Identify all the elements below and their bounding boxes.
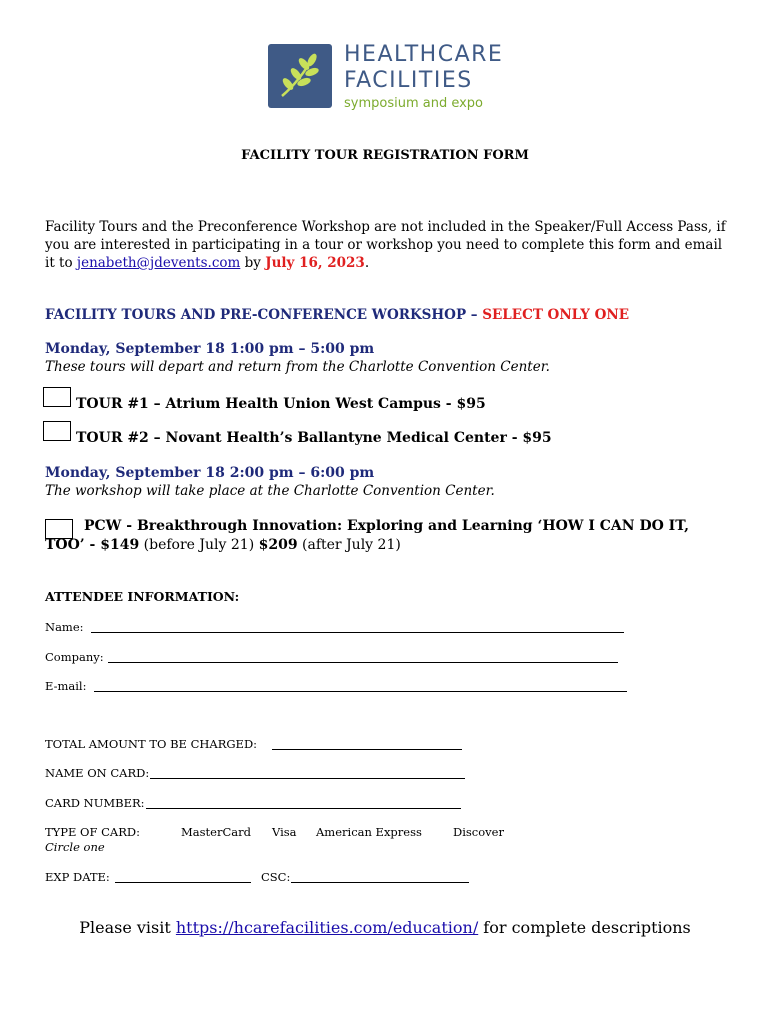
email-row (45, 679, 87, 693)
deadline: July 16, 2023 (265, 255, 365, 271)
footer-text-after: for complete descriptions (478, 918, 691, 937)
email-field[interactable] (94, 679, 627, 692)
tour1-checkbox[interactable] (43, 387, 71, 407)
card-option-amex[interactable]: American Express (316, 825, 422, 839)
select-only-one: SELECT ONLY ONE (482, 307, 630, 323)
intro-text: Facility Tours and the Preconference Workshop are not included in the Speaker/Full Access Pass, if you are interested in participating in a tour or workshop you need to complete this form and email it to (45, 219, 726, 271)
name-on-card-field[interactable] (150, 766, 465, 779)
exp-date-label: EXP DATE: (45, 870, 110, 884)
tours-note: These tours will depart and return from the Charlotte Convention Center. (45, 359, 550, 375)
leaf-icon (268, 44, 332, 108)
workshop-price-early: TOO’ - $149 (45, 537, 140, 553)
tour1-label: TOUR #1 – Atrium Health Union West Campus - $95 (76, 396, 486, 412)
footer-text-before: Please visit (79, 918, 176, 937)
form-title: FACILITY TOUR REGISTRATION FORM (241, 148, 529, 163)
card-option-mastercard[interactable]: MasterCard (181, 825, 251, 839)
logo-tagline: symposium and expo (344, 96, 484, 111)
card-option-visa[interactable]: Visa (272, 825, 297, 839)
company-row (45, 650, 104, 664)
card-number-label: CARD NUMBER: (45, 796, 145, 810)
exp-date-field[interactable] (115, 870, 251, 883)
tour2-label: TOUR #2 – Novant Health’s Ballantyne Medical Center - $95 (76, 430, 552, 446)
workshop-checkbox[interactable] (45, 519, 73, 539)
intro-paragraph (45, 218, 735, 272)
intro-text-end: . (364, 255, 370, 271)
attendee-heading: ATTENDEE INFORMATION: (45, 589, 240, 604)
name-row (45, 620, 84, 634)
workshop-price-late: $209 (258, 537, 298, 553)
name-field[interactable] (91, 620, 624, 633)
section-title: FACILITY TOURS AND PRE-CONFERENCE WORKSHOP (45, 307, 467, 323)
card-type-label: TYPE OF CARD: (45, 825, 140, 839)
logo-text-healthcare: HEALTHCARE (344, 42, 504, 67)
logo-text-facilities: FACILITIES (344, 68, 473, 93)
company-label: Company: (45, 650, 104, 664)
workshop-line1: PCW - Breakthrough Innovation: Exploring and Learning ‘HOW I CAN DO IT, (84, 518, 689, 534)
workshop-note: The workshop will take place at the Charlotte Convention Center. (45, 483, 495, 499)
workshop-late-note: (after July 21) (297, 537, 401, 553)
logo-box (268, 44, 332, 108)
total-label: TOTAL AMOUNT TO BE CHARGED: (45, 737, 258, 751)
card-option-discover[interactable]: Discover (453, 825, 504, 839)
name-on-card-label: NAME ON CARD: (45, 766, 150, 780)
csc-label: CSC: (261, 870, 291, 884)
tours-date: Monday, September 18 1:00 pm – 5:00 pm (45, 341, 375, 357)
card-number-field[interactable] (146, 796, 461, 809)
section-dash: – (466, 307, 483, 323)
csc-field[interactable] (291, 870, 469, 883)
email-label: E-mail: (45, 679, 87, 693)
section-heading (45, 307, 629, 323)
email-link[interactable]: jenabeth@jdevents.com (76, 255, 241, 271)
workshop-date: Monday, September 18 2:00 pm – 6:00 pm (45, 465, 375, 481)
footer-visit (0, 918, 770, 937)
name-label: Name: (45, 620, 84, 634)
workshop-line2 (45, 537, 401, 553)
total-field[interactable] (272, 737, 462, 750)
education-link[interactable]: https://hcarefacilities.com/education/ (175, 918, 479, 937)
workshop-early-note: (before July 21) (139, 537, 259, 553)
company-field[interactable] (108, 650, 618, 663)
circle-one-note: Circle one (45, 840, 105, 854)
intro-text-mid: by (240, 255, 266, 271)
tour2-checkbox[interactable] (43, 421, 71, 441)
